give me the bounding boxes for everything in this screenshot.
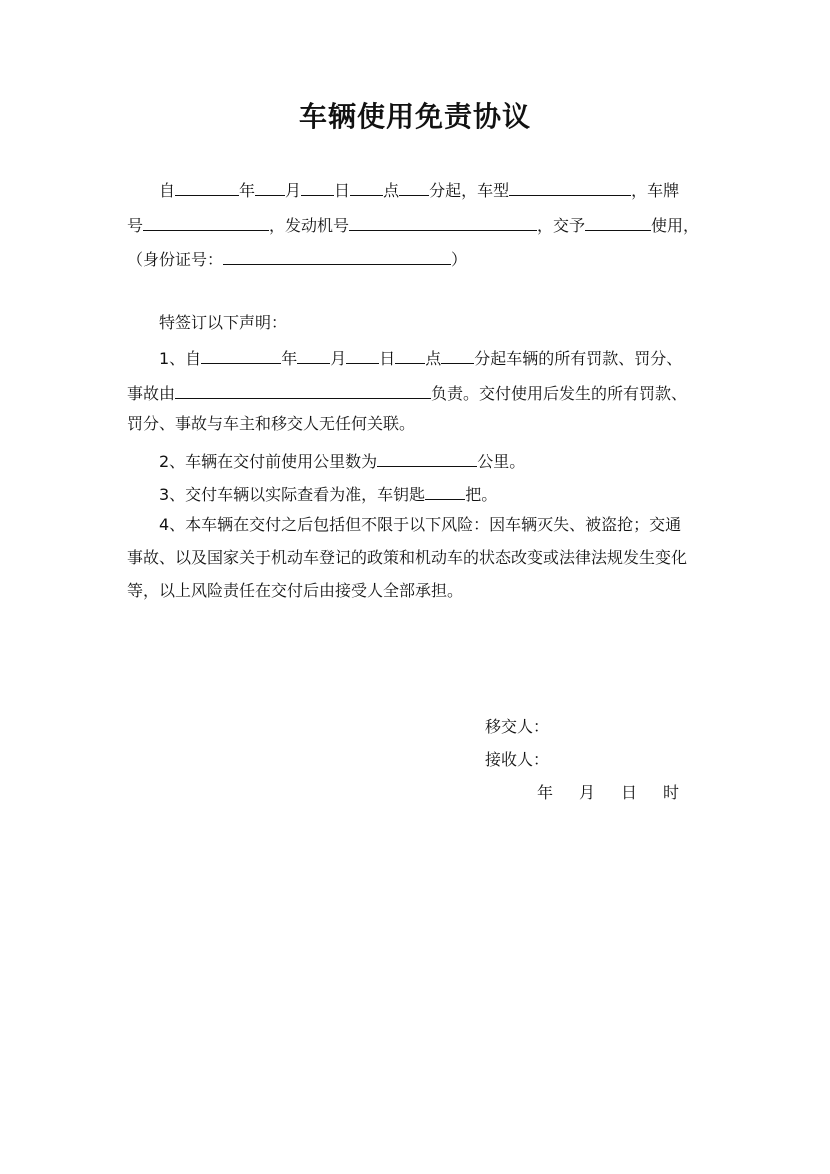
- intro-line-1: 自 年 月 日 点 分起，车型 ，车牌: [159, 178, 679, 198]
- receiver-label: 接收人：: [485, 750, 550, 769]
- blank-year[interactable]: [201, 346, 281, 364]
- intro-line-3: （身份证号： ）: [127, 247, 467, 267]
- blank-month[interactable]: [297, 346, 330, 364]
- transferor-label: 移交人：: [485, 717, 550, 736]
- blank-recipient[interactable]: [585, 213, 651, 231]
- blank-day[interactable]: [301, 178, 334, 196]
- item1-line-2: 事故由 负责。交付使用后发生的所有罚款、: [127, 381, 687, 401]
- blank-engine-number[interactable]: [349, 213, 537, 231]
- blank-day[interactable]: [346, 346, 379, 364]
- item2-line: 2、车辆在交付前使用公里数为 公里。: [159, 449, 525, 469]
- date-day-label: 日: [621, 783, 638, 802]
- page-title: 车辆使用免责协议: [298, 100, 531, 133]
- blank-month[interactable]: [255, 178, 285, 196]
- item4-line-3: 等，以上风险责任在交付后由接受人全部承担。: [127, 581, 464, 600]
- blank-vehicle-model[interactable]: [509, 178, 631, 196]
- blank-minute[interactable]: [441, 346, 474, 364]
- date-month-label: 月: [579, 783, 596, 802]
- intro-line-2: 号 ，发动机号 ，交予 使用，: [127, 213, 699, 233]
- blank-responsible-party[interactable]: [175, 381, 431, 399]
- signature-date: [537, 780, 679, 803]
- declaration-heading: 特签订以下声明：: [159, 313, 288, 332]
- item1-line-1: 1、自 年 月 日 点 分起车辆的所有罚款、罚分、: [159, 346, 682, 366]
- item3-line: 3、交付车辆以实际查看为准，车钥匙 把。: [159, 482, 497, 502]
- item4-line-1: 4、本车辆在交付之后包括但不限于以下风险：因车辆灭失、被盗抢；交通: [159, 515, 682, 534]
- blank-minute[interactable]: [399, 178, 429, 196]
- blank-hour[interactable]: [395, 346, 425, 364]
- blank-id-number[interactable]: [223, 247, 451, 265]
- date-year-label: 年: [537, 783, 554, 802]
- blank-hour[interactable]: [350, 178, 383, 196]
- blank-key-count[interactable]: [425, 482, 465, 500]
- blank-mileage[interactable]: [377, 449, 477, 467]
- item4-line-2: 事故、以及国家关于机动车登记的政策和机动车的状态改变或法律法规发生变化: [127, 548, 688, 567]
- blank-year[interactable]: [175, 178, 239, 196]
- date-hour-label: 时: [663, 783, 680, 802]
- item1-line-3: 罚分、事故与车主和移交人无任何关联。: [127, 414, 416, 433]
- blank-plate-number[interactable]: [143, 213, 269, 231]
